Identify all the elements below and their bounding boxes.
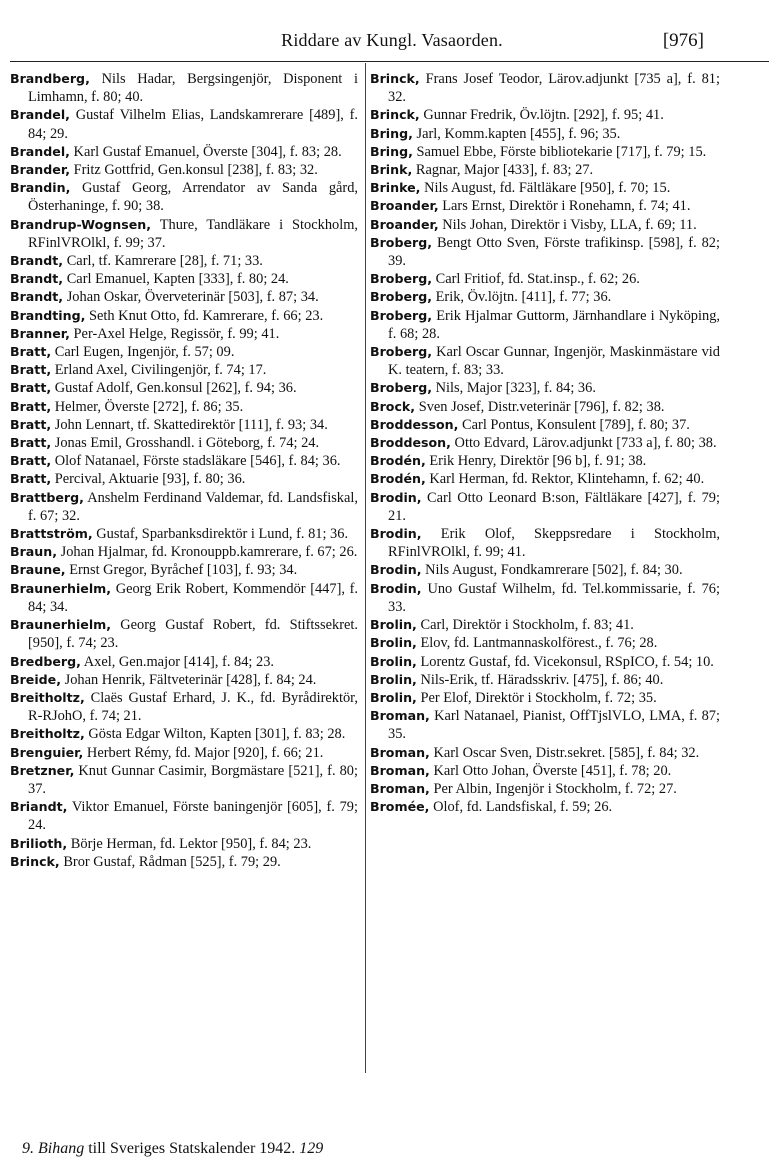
entry-details: Erik Hjalmar Guttorm, Järnhandlare i Nyköping, f. 68; 28. xyxy=(388,307,720,342)
footer-bihang: Bihang xyxy=(38,1140,85,1157)
entry-surname: Bratt, xyxy=(10,398,52,414)
entry-details: Percival, Aktuarie [93], f. 80; 36. xyxy=(54,471,246,488)
entry-surname: Broddesson, xyxy=(370,416,459,432)
entry-surname: Bredberg, xyxy=(10,653,81,669)
entry-surname: Bretzner, xyxy=(10,762,75,778)
directory-entry xyxy=(370,744,720,762)
directory-entry xyxy=(10,361,358,379)
directory-entry xyxy=(370,434,720,452)
directory-entry xyxy=(10,798,358,834)
entry-surname: Brolin, xyxy=(370,671,417,687)
entry-surname: Bratt, xyxy=(10,471,52,487)
entry-details: Johan Oskar, Överveterinär [503], f. 87; 34. xyxy=(66,289,319,306)
entry-details: Per-Axel Helge, Regissör, f. 99; 41. xyxy=(73,325,280,342)
entry-details: Karl Oscar Gunnar, Ingenjör, Maskinmästare vid K. teatern, f. 83; 33. xyxy=(388,344,720,379)
entry-surname: Brodén, xyxy=(370,471,426,487)
entry-details: Nils August, fd. Fältläkare [950], f. 70; 15. xyxy=(424,180,671,197)
entry-surname: Brandberg, xyxy=(10,71,90,86)
entry-surname: Bratt, xyxy=(10,435,52,451)
entry-details: Per Elof, Direktör i Stockholm, f. 72; 35. xyxy=(420,689,657,706)
directory-entry xyxy=(370,634,720,652)
directory-entry xyxy=(10,143,358,161)
directory-entry xyxy=(370,580,720,616)
entry-details: Gunnar Fredrik, Öv.löjtn. [292], f. 95; 41. xyxy=(423,107,664,124)
directory-entry xyxy=(370,125,720,143)
directory-entry xyxy=(370,288,720,306)
entry-surname: Brock, xyxy=(370,398,416,414)
directory-entry xyxy=(10,416,358,434)
entry-surname: Broman, xyxy=(370,780,430,796)
entry-surname: Bring, xyxy=(370,143,413,159)
entry-surname: Brenguier, xyxy=(10,744,84,760)
directory-entry xyxy=(10,216,358,252)
directory-entry xyxy=(10,288,358,306)
footer-page: 129 xyxy=(299,1140,324,1157)
entry-details: Anshelm Ferdinand Valdemar, fd. Landsfiskal, f. 67; 32. xyxy=(28,489,358,524)
entry-details: Erik, Öv.löjtn. [411], f. 77; 36. xyxy=(435,289,612,306)
directory-entry xyxy=(370,470,720,488)
directory-entry xyxy=(10,161,358,179)
entry-surname: Briandt, xyxy=(10,799,68,815)
entry-surname: Brander, xyxy=(10,162,70,178)
entry-details: Georg Gustaf Robert, fd. Stiftssekret. [950], f. 74; 23. xyxy=(28,617,358,652)
entry-details: Carl, tf. Kamrerare [28], f. 71; 33. xyxy=(66,253,263,270)
entry-surname: Brattberg, xyxy=(10,489,84,505)
entry-details: Carl Fritiof, fd. Stat.insp., f. 62; 26. xyxy=(435,271,640,288)
directory-entry xyxy=(10,106,358,142)
directory-entry xyxy=(370,106,720,124)
directory-entry xyxy=(10,561,358,579)
entry-details: Georg Erik Robert, Kommendör [447], f. 84; 34. xyxy=(28,580,358,615)
entry-surname: Braun, xyxy=(10,544,58,560)
directory-entry xyxy=(10,325,358,343)
entry-details: Karl Natanael, Pianist, OffTjslVLO, LMA, f. 87; 35. xyxy=(388,708,721,743)
entry-details: Nils Hadar, Bergsingenjör, Disponent i Limhamn, f. 80; 40. xyxy=(28,71,358,106)
entry-details: Karl Otto Johan, Överste [451], f. 78; 20. xyxy=(433,762,672,779)
directory-entry xyxy=(370,234,720,270)
directory-entry xyxy=(370,689,720,707)
entry-surname: Broberg, xyxy=(370,234,433,250)
entry-details: Fritz Gottfrid, Gen.konsul [238], f. 83; 32. xyxy=(73,162,318,179)
entry-details: Helmer, Överste [272], f. 86; 35. xyxy=(54,398,244,415)
entry-surname: Brandin, xyxy=(10,180,71,196)
entry-details: Thure, Tandläkare i Stockholm, RFinlVROlkl, f. 99; 37. xyxy=(28,216,358,251)
entry-surname: Breide, xyxy=(10,671,62,687)
entry-surname: Bratt, xyxy=(10,380,52,396)
entry-details: Herbert Rémy, fd. Major [920], f. 66; 21. xyxy=(86,744,324,761)
entry-details: Viktor Emanuel, Förste baningenjör [605], f. 79; 24. xyxy=(28,799,359,834)
entry-details: Bengt Otto Sven, Förste trafikinsp. [598], f. 82; 39. xyxy=(388,234,720,270)
directory-entry xyxy=(10,270,358,288)
entry-details: Nils Johan, Direktör i Visby, LLA, f. 69; 11. xyxy=(442,216,697,233)
entry-details: Carl Eugen, Ingenjör, f. 57; 09. xyxy=(54,344,235,361)
page-number: [976] xyxy=(662,30,704,51)
entry-details: Axel, Gen.major [414], f. 84; 23. xyxy=(83,653,274,670)
directory-entry xyxy=(370,416,720,434)
directory-entry xyxy=(370,452,720,470)
header-rule xyxy=(10,61,769,62)
entry-details: Frans Josef Teodor, Lärov.adjunkt [735 a], f. 81; 32. xyxy=(388,71,720,106)
directory-entry xyxy=(10,179,358,215)
entry-details: Seth Knut Otto, fd. Kamrerare, f. 66; 23. xyxy=(89,307,324,324)
entry-details: Johan Hjalmar, fd. Kronouppb.kamrerare, f. 67; 26. xyxy=(60,544,358,561)
directory-entry xyxy=(10,434,358,452)
entry-surname: Brilioth, xyxy=(10,835,68,851)
entry-surname: Broddeson, xyxy=(370,435,451,451)
entry-details: Bror Gustaf, Rådman [525], f. 79; 29. xyxy=(63,853,281,870)
directory-entry xyxy=(10,616,358,652)
entry-surname: Brodin, xyxy=(370,580,422,596)
entry-details: Uno Gustaf Wilhelm, fd. Tel.kommissarie, f. 76; 33. xyxy=(388,580,720,615)
directory-entry xyxy=(370,216,720,234)
directory-entry xyxy=(370,653,720,671)
entry-details: Lars Ernst, Direktör i Ronehamn, f. 74; 41. xyxy=(442,198,691,215)
directory-entry xyxy=(370,270,720,288)
directory-entry xyxy=(370,616,720,634)
entry-surname: Broberg, xyxy=(370,344,433,360)
directory-entry xyxy=(10,343,358,361)
directory-entry xyxy=(10,725,358,743)
directory-entry xyxy=(370,307,720,343)
directory-entry xyxy=(370,161,720,179)
entry-details: Erik Olof, Skeppsredare i Stockholm, RFinlVROlkl, f. 99; 41. xyxy=(388,526,720,561)
entry-details: Erland Axel, Civilingenjör, f. 74; 17. xyxy=(54,362,267,379)
entry-details: Ragnar, Major [433], f. 83; 27. xyxy=(415,162,594,179)
directory-entry xyxy=(370,143,720,161)
entry-surname: Brandt, xyxy=(10,289,64,305)
directory-entry xyxy=(10,671,358,689)
entry-surname: Brolin, xyxy=(370,653,417,669)
entry-surname: Brinke, xyxy=(370,180,421,196)
entry-surname: Brinck, xyxy=(370,107,420,123)
entry-surname: Brodin, xyxy=(370,562,422,578)
entry-details: Erik Henry, Direktör [96 b], f. 91; 38. xyxy=(429,453,647,470)
directory-entry xyxy=(10,307,358,325)
directory-entry xyxy=(10,689,358,725)
entry-surname: Broberg, xyxy=(370,307,433,323)
directory-entry xyxy=(370,671,720,689)
entry-details: Gösta Edgar Wilton, Kapten [301], f. 83; 28. xyxy=(88,726,346,743)
entry-details: Nils-Erik, tf. Häradsskriv. [475], f. 86; 40. xyxy=(420,671,664,688)
entry-surname: Bromée, xyxy=(370,799,430,815)
entry-surname: Breitholtz, xyxy=(10,689,85,705)
entry-details: Carl, Direktör i Stockholm, f. 83; 41. xyxy=(420,617,634,634)
directory-entry xyxy=(370,343,720,379)
directory-entry xyxy=(10,653,358,671)
entry-details: Gustaf Adolf, Gen.konsul [262], f. 94; 36. xyxy=(54,380,297,397)
page-header xyxy=(0,30,784,58)
entry-surname: Bratt, xyxy=(10,362,52,378)
entry-details: Per Albin, Ingenjör i Stockholm, f. 72; 27. xyxy=(433,780,677,797)
entry-surname: Bratt, xyxy=(10,453,52,469)
directory-entry xyxy=(370,561,720,579)
directory-entry xyxy=(370,762,720,780)
entry-surname: Brandting, xyxy=(10,307,86,323)
entry-surname: Brandt, xyxy=(10,271,64,287)
entry-details: Samuel Ebbe, Förste bibliotekarie [717], f. 79; 15. xyxy=(416,143,707,160)
entry-details: Olof, fd. Landsfiskal, f. 59; 26. xyxy=(433,799,613,816)
directory-entry xyxy=(10,543,358,561)
directory-entry xyxy=(10,252,358,270)
entry-surname: Brandrup-Wognsen, xyxy=(10,216,152,232)
entry-details: Nils, Major [323], f. 84; 36. xyxy=(435,380,596,397)
entry-surname: Brodin, xyxy=(370,526,422,542)
directory-entry xyxy=(370,398,720,416)
directory-entry xyxy=(10,580,358,616)
entry-details: Knut Gunnar Casimir, Borgmästare [521], f. 80; 37. xyxy=(28,762,358,797)
entry-surname: Broberg, xyxy=(370,380,433,396)
entry-surname: Brinck, xyxy=(370,71,420,86)
running-title: Riddare av Kungl. Vasaorden. xyxy=(281,30,503,50)
entry-details: Karl Gustaf Emanuel, Överste [304], f. 83; 28. xyxy=(73,143,342,160)
entry-surname: Brolin, xyxy=(370,635,417,651)
directory-entry xyxy=(10,70,358,106)
directory-entry xyxy=(370,707,720,743)
directory-entry xyxy=(370,489,720,525)
entry-surname: Brattström, xyxy=(10,526,93,542)
entry-surname: Bring, xyxy=(370,125,413,141)
right-column xyxy=(370,70,720,816)
entry-surname: Braunerhielm, xyxy=(10,580,112,596)
entry-details: John Lennart, tf. Skattedirektör [111], f. 93; 34. xyxy=(54,416,328,433)
entry-details: Gustaf, Sparbanksdirektör i Lund, f. 81; 36. xyxy=(96,526,349,543)
directory-entry xyxy=(370,197,720,215)
page-footer xyxy=(22,1140,323,1158)
entry-details: Johan Henrik, Fältveterinär [428], f. 84; 24. xyxy=(64,671,317,688)
directory-entry xyxy=(370,525,720,561)
entry-surname: Broander, xyxy=(370,198,439,214)
entry-surname: Braunerhielm, xyxy=(10,617,112,633)
left-column xyxy=(10,70,358,871)
entry-surname: Brolin, xyxy=(370,617,417,633)
entry-surname: Breitholtz, xyxy=(10,726,85,742)
entry-details: Karl Herman, fd. Rektor, Klintehamn, f. 62; 40. xyxy=(429,471,705,488)
entry-surname: Branner, xyxy=(10,325,70,341)
entry-surname: Brinck, xyxy=(10,853,60,869)
entry-surname: Bratt, xyxy=(10,344,52,360)
directory-entry xyxy=(10,835,358,853)
entry-surname: Brodin, xyxy=(370,489,422,505)
directory-entry xyxy=(10,379,358,397)
directory-entry xyxy=(10,762,358,798)
entry-surname: Brandel, xyxy=(10,143,70,159)
entry-details: Carl Pontus, Konsulent [789], f. 80; 37. xyxy=(462,416,690,433)
directory-entry xyxy=(10,489,358,525)
entry-surname: Broman, xyxy=(370,744,430,760)
entry-details: Carl Emanuel, Kapten [333], f. 80; 24. xyxy=(66,271,289,288)
entry-surname: Brink, xyxy=(370,162,413,178)
directory-entry xyxy=(10,470,358,488)
entry-details: Otto Edvard, Lärov.adjunkt [733 a], f. 80; 38. xyxy=(454,435,717,452)
entry-details: Lorentz Gustaf, fd. Vicekonsul, RSpICO, f. 54; 10. xyxy=(420,653,714,670)
directory-entry xyxy=(370,780,720,798)
directory-entry xyxy=(370,798,720,816)
entry-details: Claës Gustaf Erhard, J. K., fd. Byrådirektör, R-RJohO, f. 74; 21. xyxy=(28,689,358,725)
entry-surname: Brodén, xyxy=(370,453,426,469)
directory-entry xyxy=(10,744,358,762)
entry-details: Karl Oscar Sven, Distr.sekret. [585], f. 84; 32. xyxy=(433,744,700,761)
entry-details: Börje Herman, fd. Lektor [950], f. 84; 23. xyxy=(70,835,312,852)
entry-surname: Brandel, xyxy=(10,107,70,123)
column-divider xyxy=(365,63,366,1073)
directory-entry xyxy=(10,452,358,470)
footer-signature: 9. xyxy=(22,1140,34,1157)
directory-entry xyxy=(370,70,720,106)
entry-surname: Brandt, xyxy=(10,253,64,269)
entry-details: Nils August, Fondkamrerare [502], f. 84; 30. xyxy=(425,562,683,579)
entry-details: Jarl, Komm.kapten [455], f. 96; 35. xyxy=(416,125,621,142)
directory-entry xyxy=(370,379,720,397)
entry-surname: Braune, xyxy=(10,562,66,578)
entry-surname: Broman, xyxy=(370,762,430,778)
entry-surname: Brolin, xyxy=(370,689,417,705)
directory-entry xyxy=(10,853,358,871)
directory-entry xyxy=(10,525,358,543)
entry-details: Ernst Gregor, Byråchef [103], f. 93; 34. xyxy=(69,562,298,579)
entry-surname: Broberg, xyxy=(370,271,433,287)
entry-surname: Bratt, xyxy=(10,416,52,432)
entry-details: Gustaf Vilhelm Elias, Landskamrerare [489], f. 84; 29. xyxy=(28,107,358,142)
entry-details: Olof Natanael, Förste stadsläkare [546], f. 84; 36. xyxy=(54,453,341,470)
directory-entry xyxy=(370,179,720,197)
footer-text: till Sveriges Statskalender 1942. xyxy=(88,1140,296,1157)
entry-details: Jonas Emil, Grosshandl. i Göteborg, f. 74; 24. xyxy=(54,435,320,452)
entry-details: Gustaf Georg, Arrendator av Sanda gård, Österhaninge, f. 90; 38. xyxy=(28,180,358,215)
entry-details: Carl Otto Leonard B:son, Fältläkare [427], f. 79; 21. xyxy=(388,489,720,524)
entry-details: Sven Josef, Distr.veterinär [796], f. 82; 38. xyxy=(418,398,665,415)
entry-surname: Broberg, xyxy=(370,289,433,305)
directory-entry xyxy=(10,398,358,416)
entry-surname: Broman, xyxy=(370,708,430,724)
entry-surname: Broander, xyxy=(370,216,439,232)
entry-details: Elov, fd. Lantmannaskolförest., f. 76; 28. xyxy=(420,635,658,652)
